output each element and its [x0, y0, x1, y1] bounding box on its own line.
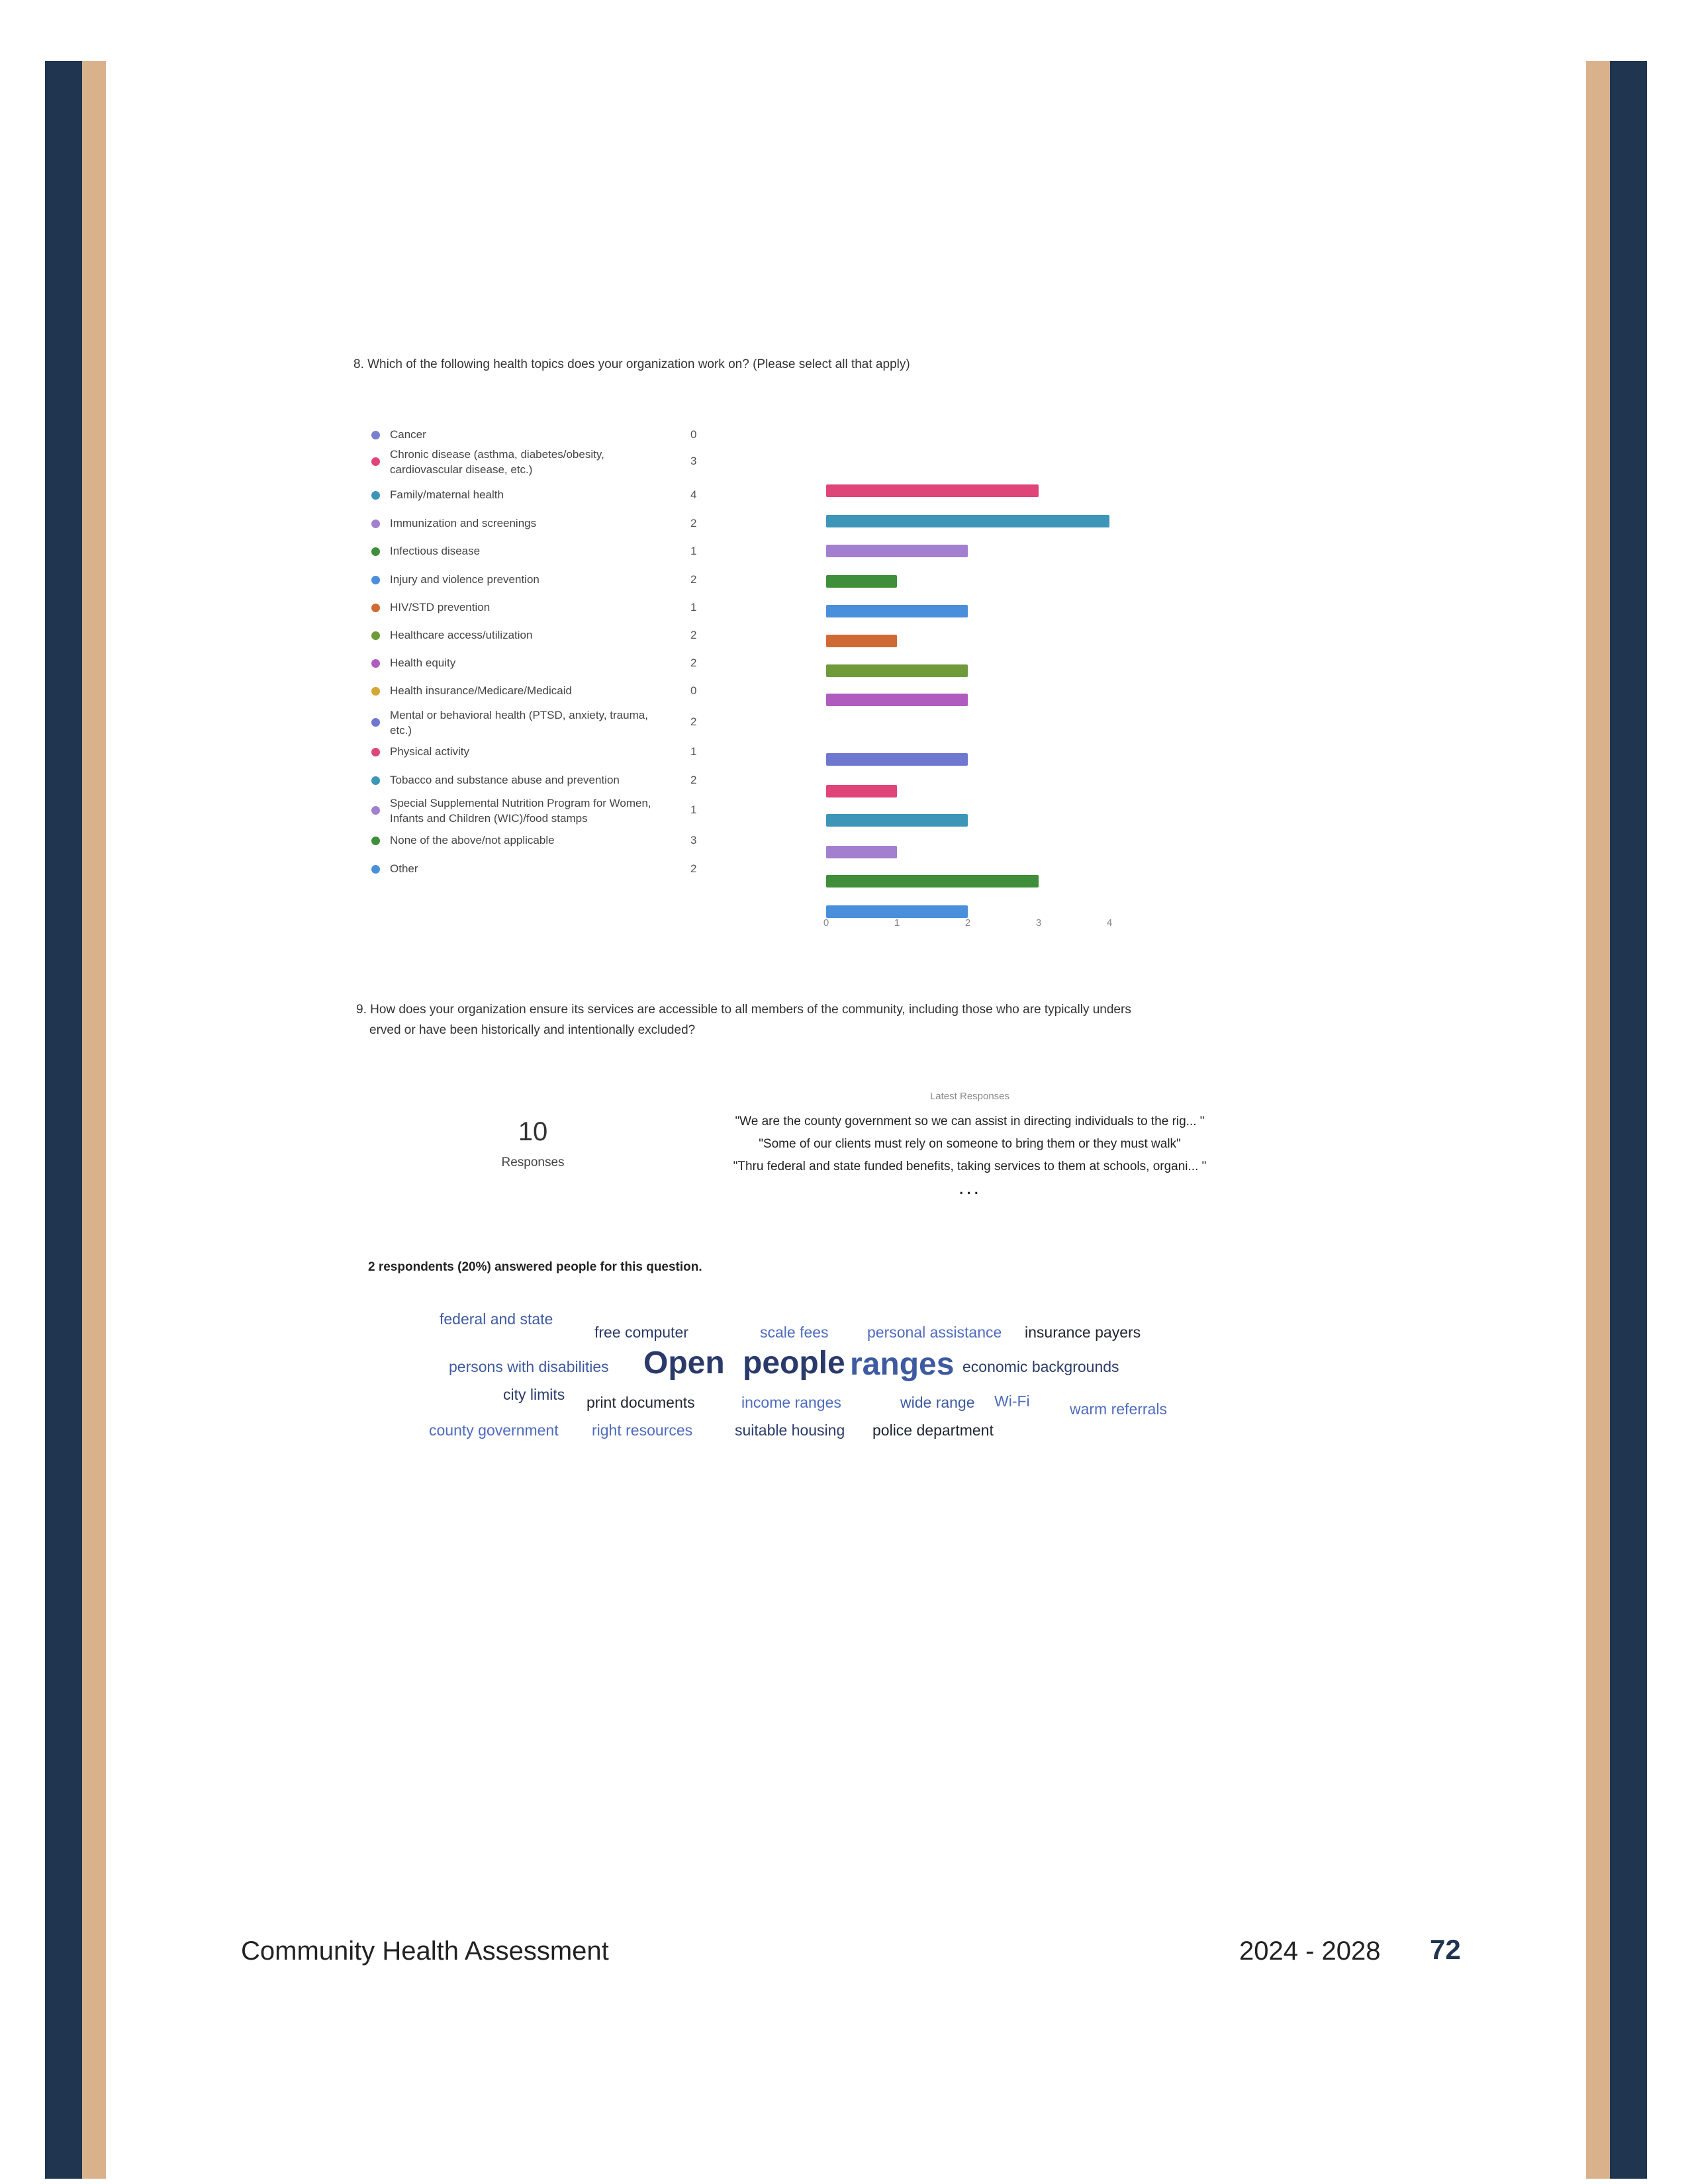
latest-response-3: "Thru federal and state funded benefits, taking services to them at schools, organi... " [733, 1160, 1207, 1173]
legend-label: Other [390, 862, 418, 875]
legend-count: 2 [690, 517, 697, 529]
more-responses-ellipsis[interactable]: ... [958, 1177, 981, 1199]
legend-dot [371, 457, 380, 466]
word-cloud-term: free computer [594, 1324, 688, 1341]
legend-count: 4 [690, 488, 697, 501]
legend-count: 2 [690, 862, 697, 875]
x-tick-label: 0 [823, 917, 829, 929]
chart-bar [826, 575, 897, 588]
question-8-title: 8. Which of the following health topics does your organization work on? (Please select all that apply) [353, 357, 910, 371]
word-cloud-term: suitable housing [735, 1422, 845, 1439]
legend-count: 1 [690, 545, 697, 557]
word-cloud-term: Wi-Fi [994, 1392, 1030, 1410]
legend-label: Physical activity [390, 745, 469, 758]
legend-count: 3 [690, 834, 697, 846]
chart-bar [826, 694, 968, 706]
legend-label: None of the above/not applicable [390, 834, 555, 846]
chart-bar [826, 785, 897, 797]
legend-dot [371, 806, 380, 815]
word-cloud-term: insurance payers [1025, 1324, 1141, 1341]
legend-dot [371, 687, 380, 696]
legend-count: 2 [690, 774, 697, 786]
x-tick-label: 2 [964, 917, 971, 929]
legend-label: Chronic disease (asthma, diabetes/obesity, cardiovascular disease, etc.) [390, 448, 604, 476]
x-tick-label: 4 [1106, 917, 1113, 929]
legend-dot [371, 604, 380, 612]
word-cloud-term: right resources [592, 1422, 693, 1439]
legend-dot [371, 631, 380, 640]
left-navy-band [45, 61, 82, 2179]
right-tan-band [1586, 61, 1610, 2179]
legend-label: Special Supplemental Nutrition Program for Women, Infants and Children (WIC)/food stamps [390, 797, 651, 825]
question-9-line-1: 9. How does your organization ensure its services are accessible to all members of the community, including those who are typically unders [356, 1003, 1131, 1017]
legend-dot [371, 748, 380, 756]
legend-count: 1 [690, 745, 697, 758]
latest-responses-label: Latest Responses [929, 1091, 1010, 1102]
word-cloud-term: income ranges [741, 1394, 841, 1411]
chart-bar [826, 545, 968, 557]
legend-count: 2 [690, 715, 697, 728]
chart-bar [826, 664, 968, 677]
response-count: 10 [518, 1117, 548, 1146]
footer-years: 2024 - 2028 [1239, 1936, 1381, 1966]
x-tick-label: 1 [894, 917, 900, 929]
word-cloud-term: police department [872, 1422, 994, 1439]
chart-bar [826, 484, 1039, 497]
x-tick-label: 3 [1035, 917, 1042, 929]
left-tan-band [82, 61, 106, 2179]
legend-label: Cancer [390, 428, 426, 441]
legend-label: Immunization and screenings [390, 517, 537, 529]
legend-count: 3 [690, 455, 697, 467]
page-number: 72 [1430, 1934, 1461, 1965]
legend-label: Family/maternal health [390, 488, 504, 501]
chart-bar [826, 875, 1039, 887]
legend-dot [371, 491, 380, 500]
legend-count: 2 [690, 657, 697, 669]
legend-label: Tobacco and substance abuse and prevention [390, 774, 620, 786]
legend-label: Injury and violence prevention [390, 573, 539, 586]
word-cloud-term: people [743, 1345, 845, 1381]
legend-dot [371, 718, 380, 727]
latest-response-1: "We are the county government so we can assist in directing individuals to the rig... " [735, 1115, 1205, 1128]
chart-bar [826, 605, 968, 617]
word-cloud-term: economic backgrounds [962, 1358, 1119, 1375]
legend-label: Mental or behavioral health (PTSD, anxiety, trauma, etc.) [390, 709, 648, 737]
legend-dot [371, 576, 380, 584]
legend-dot [371, 659, 380, 668]
footer-title: Community Health Assessment [241, 1936, 609, 1966]
legend-count: 1 [690, 601, 697, 614]
right-navy-band [1610, 61, 1647, 2179]
chart-bar [826, 814, 968, 827]
legend-label: Infectious disease [390, 545, 481, 557]
legend-count: 2 [690, 629, 697, 641]
chart-bar [826, 635, 897, 647]
legend-dot [371, 431, 380, 439]
latest-response-2: "Some of our clients must rely on someone to bring them or they must walk" [759, 1137, 1181, 1151]
question-9-line-2: erved or have been historically and intentionally excluded? [369, 1023, 696, 1037]
legend-dot [371, 865, 380, 874]
word-cloud-term: ranges [850, 1347, 955, 1382]
legend-label: Health insurance/Medicare/Medicaid [390, 684, 572, 697]
word-cloud-term: print documents [586, 1394, 695, 1411]
word-cloud-term: warm referrals [1070, 1400, 1167, 1418]
question-9-title [356, 999, 1230, 1040]
health-topics-bar-chart [814, 424, 1158, 933]
chart-bar [826, 753, 968, 766]
word-cloud-term: county government [429, 1422, 559, 1439]
legend-count: 0 [690, 684, 697, 697]
legend-dot [371, 547, 380, 556]
chart-bar [826, 846, 897, 858]
legend-label: Healthcare access/utilization [390, 629, 533, 641]
chart-bar [826, 905, 968, 918]
legend-label: HIV/STD prevention [390, 601, 491, 614]
word-cloud-term: federal and state [440, 1310, 553, 1328]
legend-count: 0 [690, 428, 697, 441]
chart-bar [826, 515, 1109, 527]
respondents-note: 2 respondents (20%) answered people for this question. [368, 1260, 702, 1274]
word-cloud-term: personal assistance [867, 1324, 1002, 1341]
word-cloud-term: Open [643, 1345, 725, 1381]
legend-dot [371, 776, 380, 785]
response-count-label: Responses [501, 1156, 565, 1169]
word-cloud-term: scale fees [760, 1324, 829, 1341]
word-cloud-term: persons with disabilities [449, 1358, 609, 1375]
legend-dot [371, 837, 380, 845]
legend-label: Health equity [390, 657, 456, 669]
legend-count: 2 [690, 573, 697, 586]
legend-count: 1 [690, 803, 697, 816]
word-cloud-term: wide range [900, 1394, 975, 1411]
word-cloud-term: city limits [503, 1386, 565, 1403]
legend-dot [371, 520, 380, 528]
